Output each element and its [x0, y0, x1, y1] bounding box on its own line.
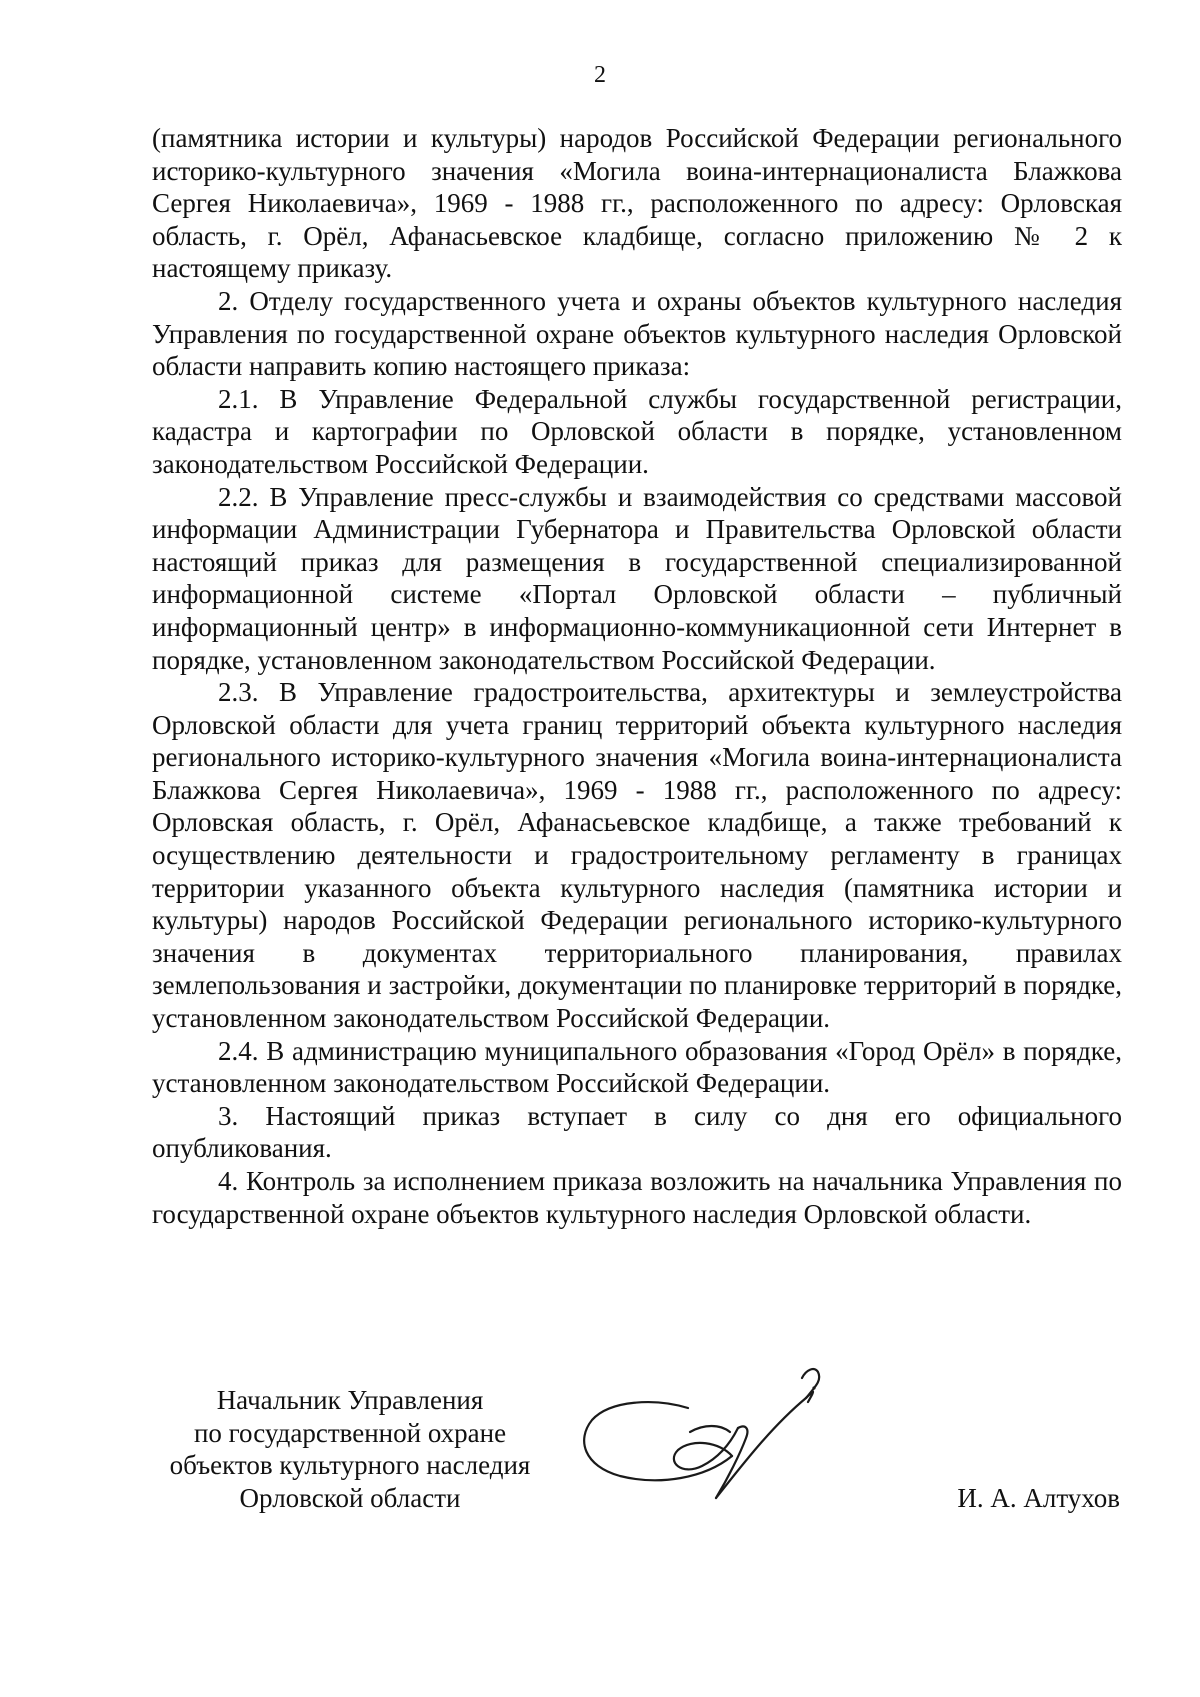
signer-position-line: по государственной охране — [193, 1417, 507, 1448]
signer-position-line: Начальник Управления — [216, 1385, 484, 1415]
handwritten-signature-icon — [570, 1358, 860, 1528]
signer-position-line: объектов культурного наследия — [169, 1450, 531, 1480]
signer-position-line: Орловской области — [239, 1482, 461, 1513]
paragraph-item-2-2: 2.2. В Управление пресс-службы и взаимодействия со средствами массовой информации Администрации Губернатора и Правительства Орловской области настоящий приказ для размещения в государственной специализированной информационной системе «Портал Орловской области – публичный информационный центр» в информационно-коммуникационной сети Интернет в порядке, установленном законодательством Российской Федерации. — [152, 481, 1122, 675]
signature-block — [150, 1384, 1120, 1514]
signer-position — [150, 1384, 550, 1514]
paragraph-item-3: 3. Настоящий приказ вступает в силу со дня его официального опубликования. — [152, 1100, 1122, 1164]
paragraph-item-2-4: 2.4. В администрацию муниципального образования «Город Орёл» в порядке, установленном законодательством Российской Федерации. — [152, 1035, 1122, 1099]
paragraph-item-4: 4. Контроль за исполнением приказа возложить на начальника Управления по государственной охране объектов культурного наследия Орловской области. — [152, 1166, 1122, 1229]
paragraph-continuation: (памятника истории и культуры) народов Российской Федерации регионального историко-культурного значения «Могила воина-интернационалиста Блажкова Сергея Николаевича», 1969 - 1988 гг., расположенного по адресу: Орловская область, г. Орёл, Афанасьевское кладбище, согласно приложению № 2 к настоящему приказу. — [152, 123, 1122, 284]
paragraph-item-2: 2. Отделу государственного учета и охраны объектов культурного наследия Управления по государственной охране объектов культурного наследия Орловской области направить копию настоящего приказа: — [152, 285, 1122, 382]
document-body — [152, 122, 1122, 1230]
signer-name: И. А. Алтухов — [957, 1483, 1120, 1513]
page-number: 2 — [594, 62, 606, 88]
paragraph-item-2-3: 2.3. В Управление градостроительства, архитектуры и землеустройства Орловской области для учета границ территорий объекта культурного наследия регионального историко-культурного значения «Могила воина-интернационалиста Блажкова Сергея Николаевича», 1969 - 1988 гг., расположенного по адресу: Орловская область, г. Орёл, Афанасьевское кладбище, а также требований к осуществлению деятельности и градостроительному регламенту в границах территории указанного объекта культурного наследия (памятника истории и культуры) народов Российской Федерации регионального историко-культурного значения в документах территориального планирования, правилах землепользования и застройки, документации по планировке территорий в порядке, установленном законодательством Российской Федерации. — [152, 677, 1122, 1034]
paragraph-item-2-1: 2.1. В Управление Федеральной службы государственной регистрации, кадастра и картографии по Орловской области в порядке, установленном законодательством Российской Федерации. — [152, 383, 1122, 479]
